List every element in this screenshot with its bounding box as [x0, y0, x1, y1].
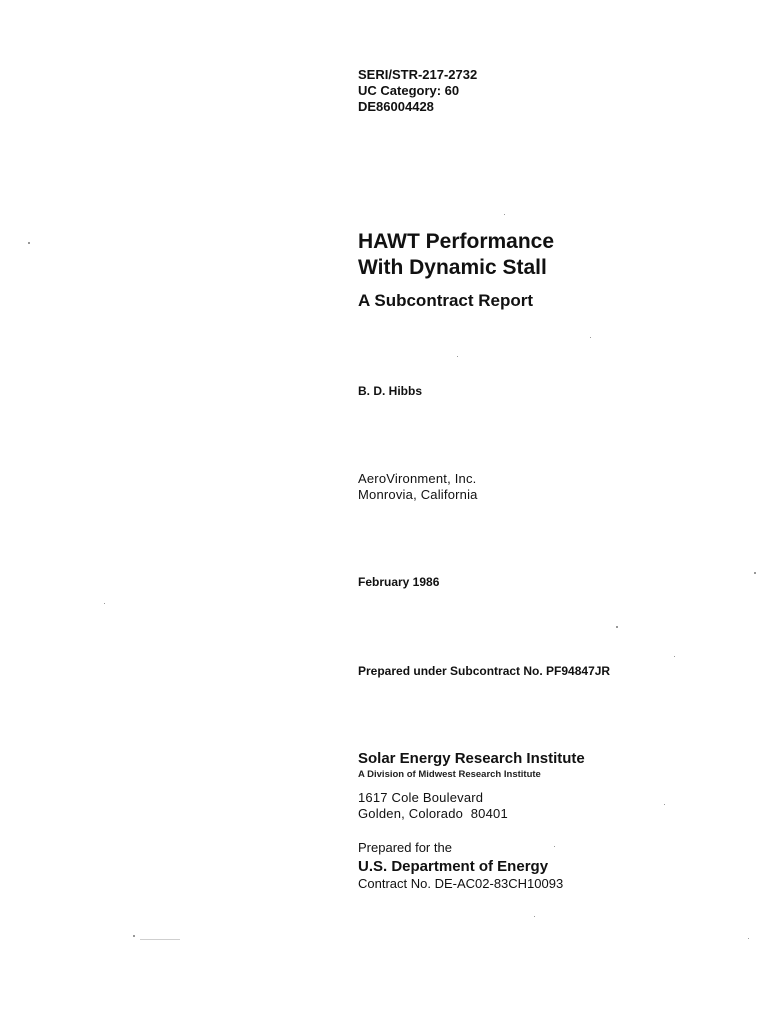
subcontract-number: Prepared under Subcontract No. PF94847JR [358, 664, 611, 678]
scan-speck [504, 214, 505, 215]
scan-speck [664, 804, 665, 805]
scan-speck [104, 603, 105, 604]
scan-speck [674, 656, 675, 657]
prepared-for-label: Prepared for the [358, 840, 452, 855]
contractor-organization [358, 471, 478, 503]
scan-speck [534, 916, 535, 917]
address-line-2: Golden, Colorado 80401 [358, 806, 508, 821]
de-number: DE86004428 [358, 99, 434, 114]
institute-division: A Division of Midwest Research Institute [358, 769, 541, 780]
scan-speck [133, 935, 135, 937]
author-name: B. D. Hibbs [358, 384, 423, 398]
report-title [358, 229, 554, 281]
scan-artifact-line [140, 939, 180, 940]
report-subtitle: A Subcontract Report [358, 291, 534, 310]
title-line-2: With Dynamic Stall [358, 256, 547, 279]
scan-speck [457, 356, 458, 357]
title-line-1: HAWT Performance [358, 230, 555, 253]
institute-address [358, 790, 508, 822]
scan-speck [754, 572, 756, 574]
report-identifiers [358, 67, 477, 115]
organization-name: AeroVironment, Inc. [358, 471, 477, 486]
scan-speck [748, 938, 749, 939]
uc-category: UC Category: 60 [358, 83, 460, 98]
scan-speck [616, 626, 618, 628]
publication-date: February 1986 [358, 575, 440, 589]
report-number: SERI/STR-217-2732 [358, 67, 478, 82]
organization-location: Monrovia, California [358, 487, 478, 502]
address-line-1: 1617 Cole Boulevard [358, 790, 484, 805]
sponsor-name: U.S. Department of Energy [358, 858, 549, 875]
sponsor-contract-number: Contract No. DE-AC02-83CH10093 [358, 876, 564, 891]
scan-speck [554, 846, 555, 847]
scan-speck [590, 337, 591, 338]
institute-name: Solar Energy Research Institute [358, 750, 585, 767]
scan-speck [28, 242, 30, 244]
